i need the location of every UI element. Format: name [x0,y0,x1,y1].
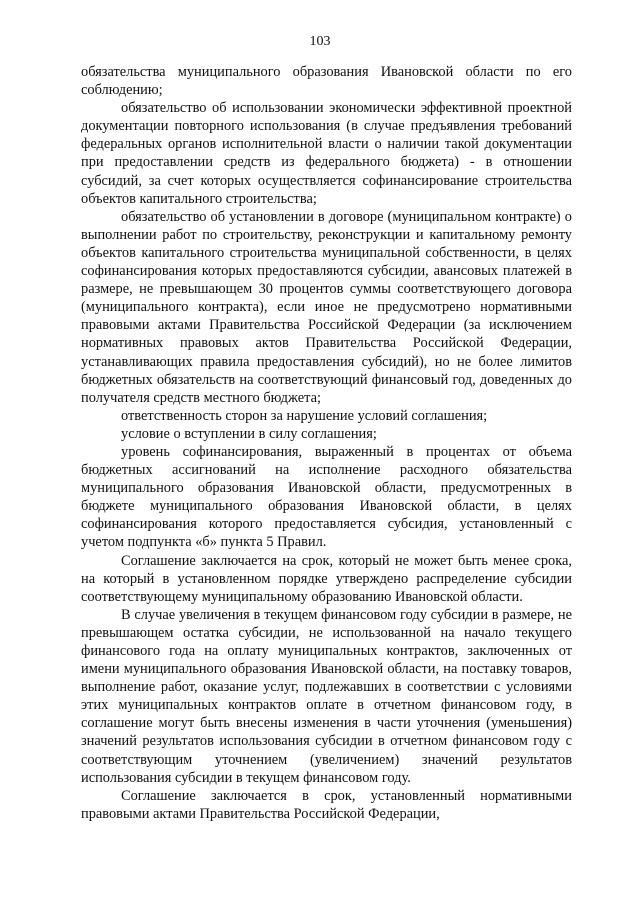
paragraph-obligation-compliance: обязательства муниципального образования Ивановской области по его соблюдению; [81,64,572,99]
paragraph-subsidy-increase: В случае увеличения в текущем финансовом году субсидии в размере, не превышающем остатка субсидии, не использованной на начало текущего финансового года на оплату муниципальных контрактов, заключенных от имени муниципального образования Ивановской области, на поставку товаров, выполнение работ, оказание услуг, подлежавших в соответствии с условиями этих муниципальных контрактов оплате в отчетном финансовом году, в соглашение могут быть внесены изменения в части уточнения (уменьшения) значений результатов использования субсидии в отчетном финансовом году с соответствующим уточнением (увеличением) значений результатов использования субсидии в текущем финансовом году. [81,606,572,786]
paragraph-advance-payments: обязательство об установлении в договоре (муниципальном контракте) о выполнении работ по строительству, реконструкции и капитальному ремонту объектов капитального строительства муниципальной собственности, в целях софинансирования которых предоставляются субсидии, авансовых платежей в размере, не превышающем 30 процентов суммы соответствующего договора (муниципального контракта), если иное не предусмотрено нормативными правовыми актами Правительства Российской Федерации (за исключением нормативных правовых актов Правительства Российской Федерации, устанавливающих правила предоставления субсидий), но не более лимитов бюджетных обязательств на соответствующий финансовый год, доведенных до получателя средств местного бюджета; [81,208,572,406]
paragraph-reusable-design-docs: обязательство об использовании экономически эффективной проектной документации повторного использования (в случае предъявления требований федеральных органов исполнительной власти о наличии такой документации при предоставлении средств из федерального бюджета) - в отношении субсидий, за счет которых осуществляется софинансирование строительства объектов капитального строительства; [81,100,572,207]
paragraph-agreement-deadline: Соглашение заключается в срок, установленный нормативными правовыми актами Правительства Российской Федерации, [81,787,572,822]
paragraph-cofinancing-level: уровень софинансирования, выраженный в процентах от объема бюджетных ассигнований на исполнение расходного обязательства муниципального образования Ивановской области, предусмотренных в бюджете муниципального образования Ивановской области, в целях софинансирования которого предоставляется субсидия, установленный с учетом подпункта «б» пункта 5 Правил. [81,443,572,551]
paragraph-entry-into-force: условие о вступлении в силу соглашения; [121,425,377,442]
paragraph-liability: ответственность сторон за нарушение условий соглашения; [121,407,488,424]
page-number: 103 [309,34,331,49]
paragraph-agreement-term: Соглашение заключается на срок, который не может быть менее срока, на который в установленном порядке утверждено распределение субсидии соответствующему муниципальному образованию Ивановской области. [81,552,572,605]
document-body [81,63,572,823]
